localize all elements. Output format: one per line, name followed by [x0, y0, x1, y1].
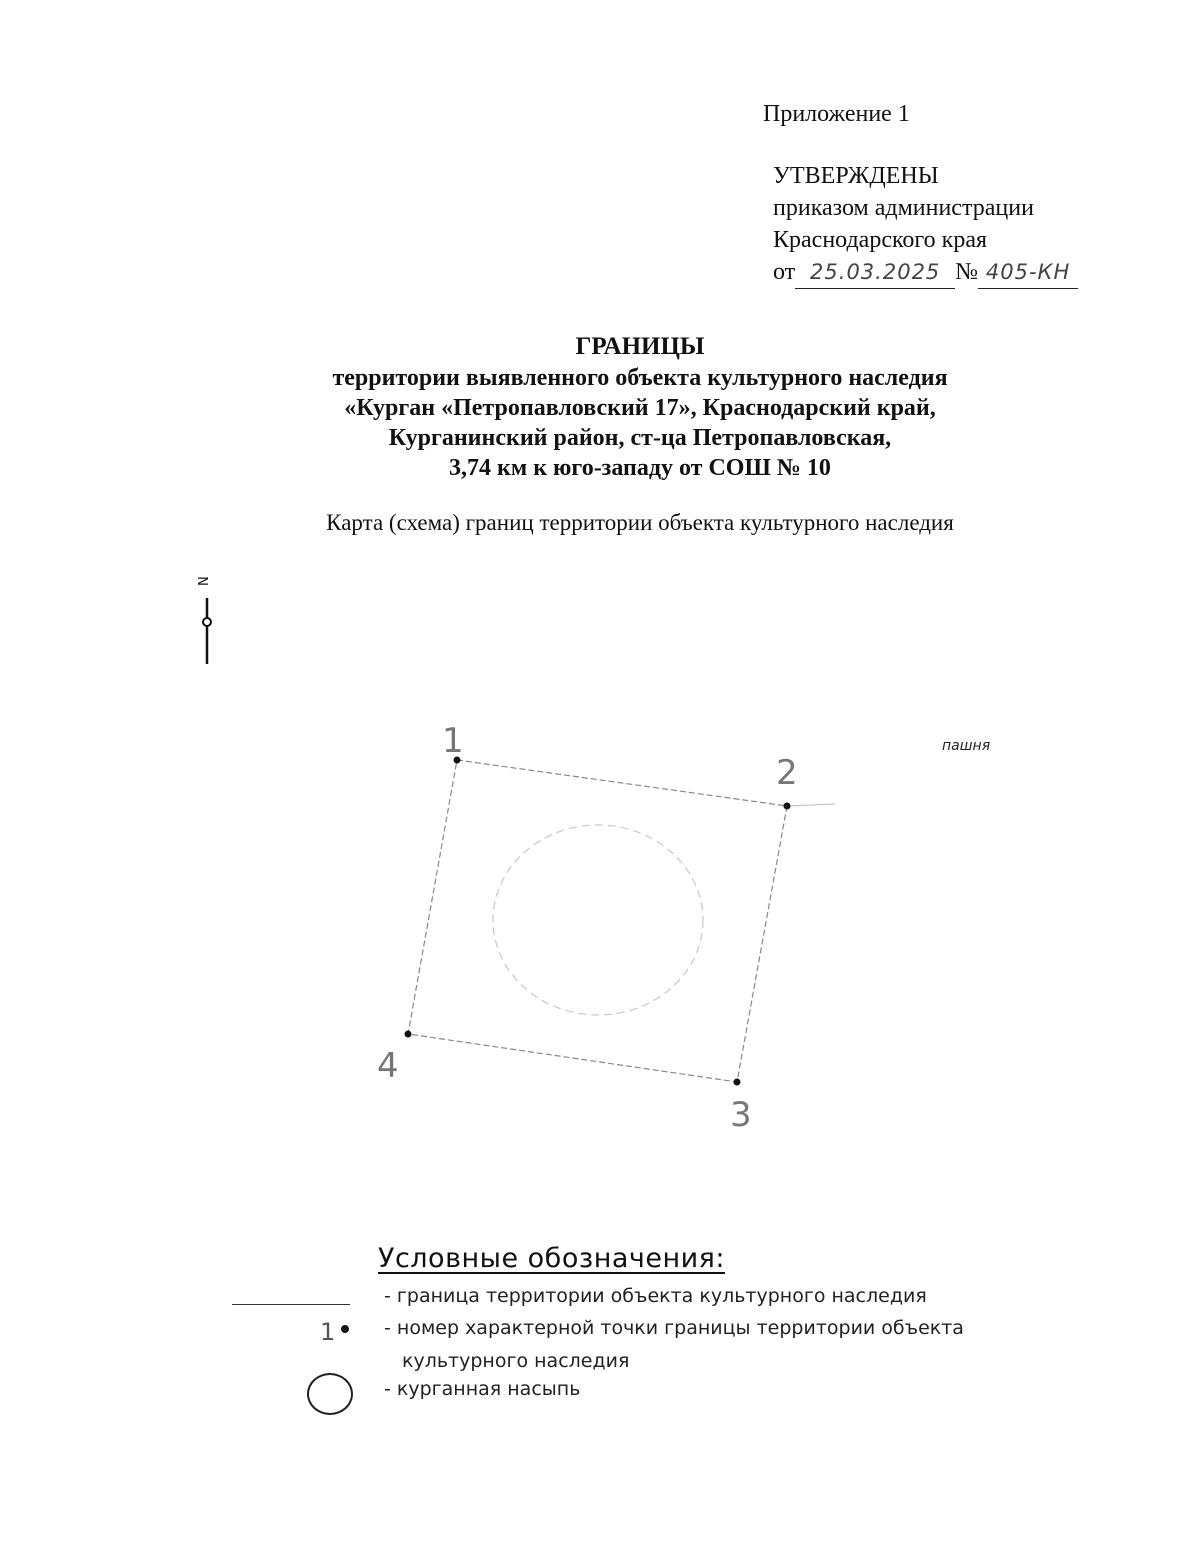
land-label: пашня: [942, 738, 991, 754]
north-label: N: [197, 576, 212, 586]
boundary-point-4: [405, 1031, 412, 1038]
legend-point-text-2: культурного наследия: [402, 1350, 630, 1372]
legend-boundary-text: - граница территории объекта культурного наследия: [384, 1285, 927, 1307]
legend-mound-circle-icon: [307, 1373, 353, 1415]
order-number: 405-КН: [978, 256, 1078, 289]
title-line-1: территории выявленного объекта культурного наследия: [332, 365, 948, 391]
from-label: от: [773, 259, 796, 285]
order-date: 25.03.2025: [795, 256, 955, 289]
legend-point-text-1: - номер характерной точки границы территории объекта: [384, 1317, 964, 1339]
territory-boundary: [408, 760, 787, 1082]
boundary-point-3: [734, 1079, 741, 1086]
mound-outline: [493, 825, 703, 1015]
legend-point-dot-icon: [341, 1325, 349, 1333]
appendix-label: Приложение 1: [763, 101, 910, 127]
point-label-1: 1: [442, 721, 464, 761]
title-line-4: 3,74 км к юго-западу от СОШ № 10: [449, 455, 831, 481]
point-label-4: 4: [377, 1046, 399, 1086]
legend-point-number: 1: [320, 1318, 336, 1346]
map-subtitle: Карта (схема) границ территории объекта культурного наследия: [326, 510, 954, 535]
title-line-3: Курганинский район, ст-ца Петропавловская,: [388, 425, 892, 451]
boundary-point-2: [784, 803, 791, 810]
north-arrow-icon: [197, 576, 212, 664]
approved-heading: УТВЕРЖДЕНЫ: [773, 163, 939, 189]
title-line-2: «Курган «Петропавловский 17», Краснодарский край,: [344, 395, 936, 421]
approved-by-line-2: Краснодарского края: [773, 227, 988, 253]
point-label-3: 3: [730, 1095, 752, 1135]
point-label-2: 2: [776, 753, 798, 793]
boundary-extension: [787, 804, 835, 806]
legend-mound-text: - курганная насыпь: [384, 1378, 581, 1400]
approved-by-line-1: приказом администрации: [773, 195, 1034, 221]
title-main: ГРАНИЦЫ: [575, 333, 705, 360]
legend-boundary-symbol: [232, 1304, 350, 1305]
legend-title: Условные обозначения:: [378, 1243, 725, 1274]
number-label: №: [955, 259, 979, 285]
